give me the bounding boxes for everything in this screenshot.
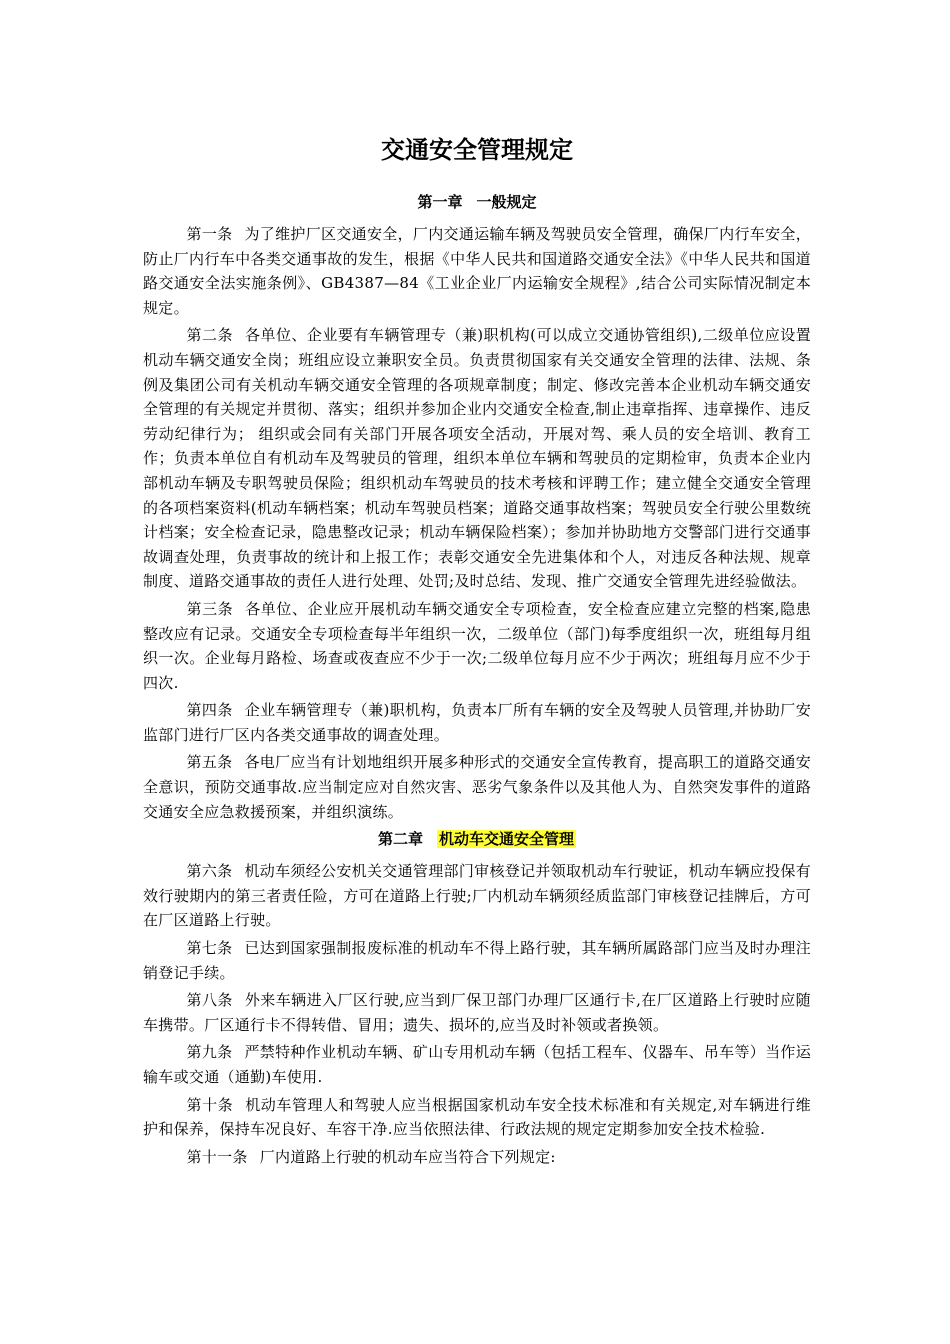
document-title: 交通安全管理规定 xyxy=(381,135,573,164)
chapter-name-highlighted: 机动车交通安全管理 xyxy=(439,830,575,849)
article-text: 为了维护厂区交通安全，厂内交通运输车辆及驾驶员安全管理，确保厂内行车安全，防止厂内行车中各类交通事故的发生，根据《中华人民共和国道路交通安全法》《中华人民共和国道路交通安全法实施条例》、GB4387—84《工业企业厂内运输安全规程》,结合公司实际情况制定本规定。 xyxy=(143,225,811,317)
article-number: 第十一条 xyxy=(186,1147,248,1166)
article-4 xyxy=(143,698,811,747)
article-5 xyxy=(143,750,811,824)
article-1 xyxy=(143,222,811,320)
article-text: 机动车管理人和驾驶人应当根据国家机动车安全技术标准和有关规定,对车辆进行维护和保养，保持车况良好、车容干净.应当依照法律、行政法规的规定定期参加安全技术检验. xyxy=(143,1095,812,1139)
article-text: 各电厂应当有计划地组织开展多种形式的交通安全宣传教育，提高职工的道路交通安全意识，预防交通事故.应当制定应对自然灾害、恶劣气象条件以及其他人为、自然突发事件的道路交通安全应急救援预案，并组织演练。 xyxy=(143,753,811,821)
chapter-label: 第一章 xyxy=(417,193,463,211)
article-number: 第六条 xyxy=(186,862,233,881)
article-text: 严禁特种作业机动车辆、矿山专用机动车辆（包括工程车、仪器车、吊车等）当作运输车或交通（通勤)车使用. xyxy=(143,1043,811,1086)
article-number: 第二条 xyxy=(186,326,233,345)
article-text: 厂内道路上行驶的机动车应当符合下列规定: xyxy=(259,1147,556,1166)
article-number: 第八条 xyxy=(186,991,233,1010)
article-6 xyxy=(143,859,811,933)
article-text: 企业车辆管理专（兼)职机构，负责本厂所有车辆的安全及驾驶人员管理,并协助厂安监部门进行厂区内各类交通事故的调查处理。 xyxy=(143,701,811,744)
article-3 xyxy=(143,597,811,695)
article-7 xyxy=(143,936,811,985)
chapter-heading-1 xyxy=(143,190,811,214)
article-number: 第十条 xyxy=(186,1095,234,1114)
article-8 xyxy=(143,988,811,1037)
article-10 xyxy=(143,1093,811,1142)
article-11 xyxy=(143,1145,811,1170)
article-number: 第四条 xyxy=(186,701,233,720)
article-number: 第三条 xyxy=(186,599,234,618)
article-text: 各单位、企业应开展机动车辆交通安全专项检查，安全检查应建立完整的档案,隐患整改应有记录。交通安全专项检查每半年组织一次，二级单位（部门)每季度组织一次，班组每月组织一次。企业每月路检、场查或夜查应不少于一次;二级单位每月应不少于两次；班组每月应不少于四次. xyxy=(143,599,812,692)
article-text: 已达到国家强制报废标准的机动车不得上路行驶，其车辆所属路部门应当及时办理注销登记手续。 xyxy=(143,939,811,982)
article-number: 第五条 xyxy=(186,753,233,772)
document-page xyxy=(143,130,811,1172)
article-number: 第一条 xyxy=(186,225,233,243)
article-text: 机动车须经公安机关交通管理部门审核登记并领取机动车行驶证，机动车辆应投保有效行驶期内的第三者责任险，方可在道路上行驶;厂内机动车辆须经质监部门审核登记挂牌后，方可在厂区道路上行驶。 xyxy=(143,862,811,930)
article-number: 第九条 xyxy=(186,1043,233,1062)
chapter-label: 第二章 xyxy=(377,830,423,849)
chapter-name: 一般规定 xyxy=(476,193,537,211)
article-text: 各单位、企业要有车辆管理专（兼)职机构(可以成立交通协管组织),二级单位应设置机动车辆交通安全岗；班组应设立兼职安全员。负责贯彻国家有关交通安全管理的法律、法规、条例及集团公司有关机动车辆交通安全管理的各项规章制度；制定、修改完善本企业机动车辆交通安全管理的有关规定并贯彻、落实；组织并参加企业内交通安全检查,制止违章指挥、违章操作、违反劳动纪律行为； 组织或会同有关部门开展各项安全活动，开展对驾、乘人员的安全培训、教育工作；负责本单位自有机动车及驾驶员的管理，组织本单位车辆和驾驶员的定期检审，负责本企业内部机动车辆及专职驾驶员保险；组织机动车驾驶员的技术考核和评聘工作；建立健全交通安全管理的各项档案资料(机动车辆档案；机动车驾驶员档案；道路交通事故档案；驾驶员安全行驶公里数统计档案；安全检查记录，隐患整改记录；机动车辆保险档案）；参加并协助地方交警部门进行交通事故调查处理，负责事故的统计和上报工作；表彰交通安全先进集体和个人，对违反各种法规、规章制度、道路交通事故的责任人进行处理、处罚;及时总结、发现、推广交通安全管理先进经验做法。 xyxy=(143,326,811,591)
chapter-heading-2 xyxy=(143,827,811,851)
article-number: 第七条 xyxy=(186,939,233,958)
article-2 xyxy=(143,323,811,594)
article-9 xyxy=(143,1040,811,1089)
article-text: 外来车辆进入厂区行驶,应当到厂保卫部门办理厂区通行卡,在厂区道路上行驶时应随车携带。厂区通行卡不得转借、冒用；遗失、损坏的,应当及时补领或者换领。 xyxy=(143,991,811,1034)
